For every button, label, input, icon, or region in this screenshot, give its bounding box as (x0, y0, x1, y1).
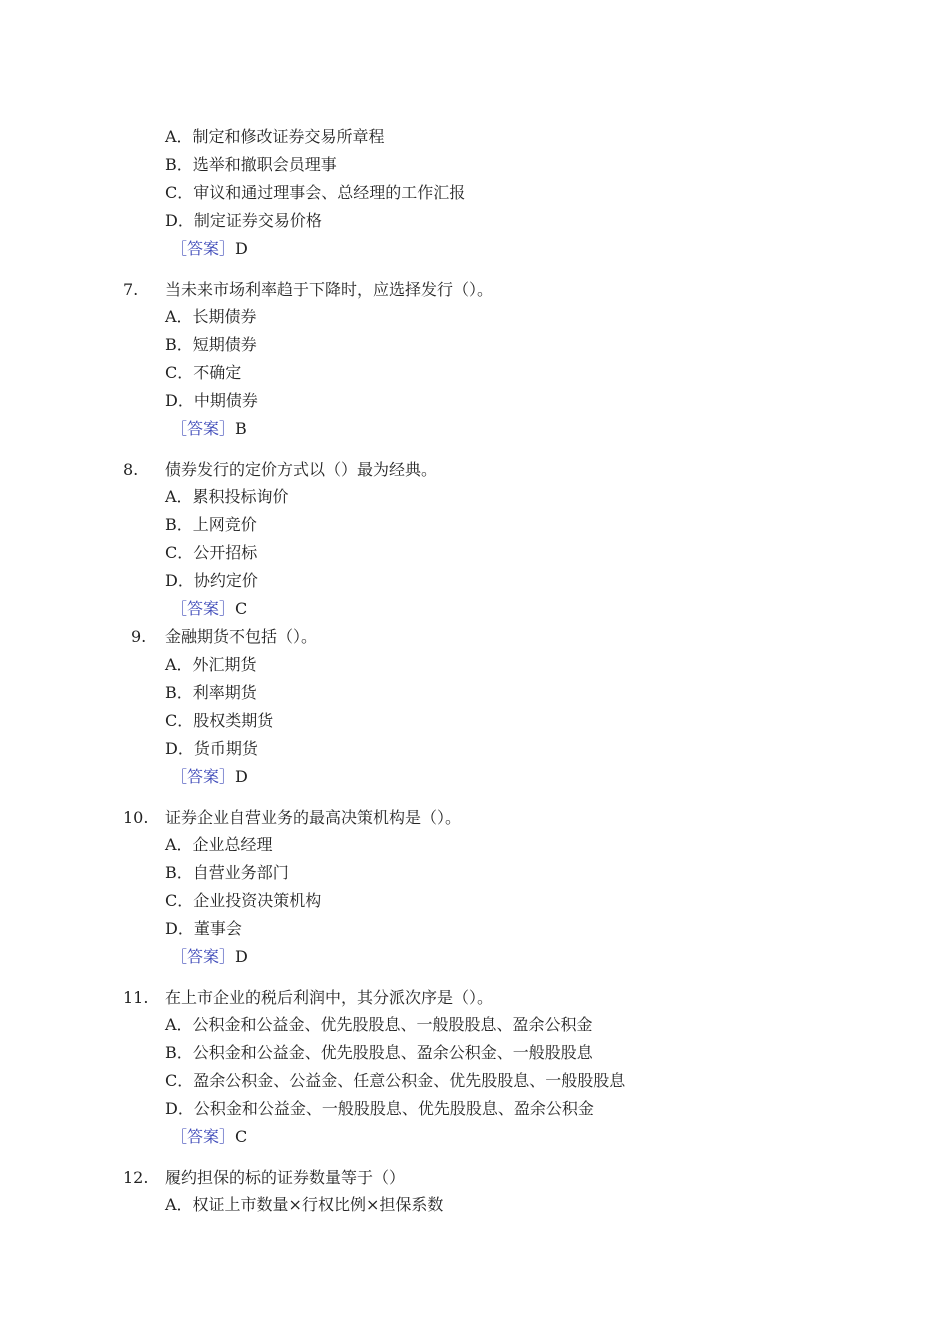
q12-option-a: A．权证上市数量×行权比例×担保系数 (165, 1195, 444, 1214)
q7-number: 7. (123, 280, 139, 299)
q7-option-c: C．不确定 (165, 363, 242, 382)
answer-label: ［答案］ (171, 239, 236, 258)
answer-value: D (235, 947, 248, 966)
q11-option-b: B．公积金和公益金、优先股股息、盈余公积金、一般股股息 (165, 1043, 593, 1062)
q9-option-a: A．外汇期货 (165, 655, 257, 674)
q11-number: 11. (123, 988, 149, 1007)
q11-option-d: D．公积金和公益金、一般股股息、优先股股息、盈余公积金 (165, 1099, 594, 1118)
answer-label: ［答案］ (171, 1127, 236, 1146)
q6-option-d: D．制定证券交易价格 (165, 211, 322, 230)
q8-option-c: C．公开招标 (165, 543, 258, 562)
q9-number: 9. (131, 627, 147, 646)
q7-option-a: A．长期债券 (165, 307, 257, 326)
q10-number: 10. (123, 808, 149, 827)
answer-label: ［答案］ (171, 419, 236, 438)
q8-answer (171, 599, 247, 619)
q8-text: 债券发行的定价方式以（）最为经典。 (165, 460, 438, 479)
answer-label: ［答案］ (171, 767, 236, 786)
answer-value: C (235, 599, 248, 618)
q10-option-a: A．企业总经理 (165, 835, 273, 854)
q10-option-c: C．企业投资决策机构 (165, 891, 322, 910)
q7-text: 当未来市场利率趋于下降时，应选择发行（）。 (165, 280, 494, 299)
answer-label: ［答案］ (171, 947, 236, 966)
q9-text: 金融期货不包括（）。 (165, 627, 318, 646)
q11-text: 在上市企业的税后利润中，其分派次序是（）。 (165, 988, 494, 1007)
q10-option-d: D．董事会 (165, 919, 242, 938)
q10-text: 证券企业自营业务的最高决策机构是（）。 (165, 808, 462, 827)
q6-option-c: C．审议和通过理事会、总经理的工作汇报 (165, 183, 466, 202)
answer-value: C (235, 1127, 248, 1146)
q8-option-d: D．协约定价 (165, 571, 258, 590)
q7-answer (171, 419, 247, 439)
q11-option-c: C．盈余公积金、公益金、任意公积金、优先股股息、一般股股息 (165, 1071, 626, 1090)
q8-option-a: A．累积投标询价 (165, 487, 289, 506)
q12-number: 12. (123, 1168, 149, 1187)
q7-option-d: D．中期债券 (165, 391, 258, 410)
q6-option-b: B．选举和撤职会员理事 (165, 155, 337, 174)
q11-answer (171, 1127, 247, 1147)
answer-label: ［答案］ (171, 599, 236, 618)
answer-value: D (235, 239, 248, 258)
q9-option-c: C．股权类期货 (165, 711, 274, 730)
answer-value: B (235, 419, 247, 438)
q11-option-a: A．公积金和公益金、优先股股息、一般股股息、盈余公积金 (165, 1015, 593, 1034)
answer-value: D (235, 767, 248, 786)
q7-option-b: B．短期债券 (165, 335, 257, 354)
q10-option-b: B．自营业务部门 (165, 863, 289, 882)
q6-option-a: A．制定和修改证券交易所章程 (165, 127, 385, 146)
q9-option-b: B．利率期货 (165, 683, 257, 702)
q9-answer (171, 767, 248, 787)
q12-text: 履约担保的标的证券数量等于（） (165, 1168, 406, 1187)
q10-answer (171, 947, 248, 967)
q6-answer (171, 239, 248, 259)
q8-number: 8. (123, 460, 139, 479)
q8-option-b: B．上网竞价 (165, 515, 257, 534)
q9-option-d: D．货币期货 (165, 739, 258, 758)
